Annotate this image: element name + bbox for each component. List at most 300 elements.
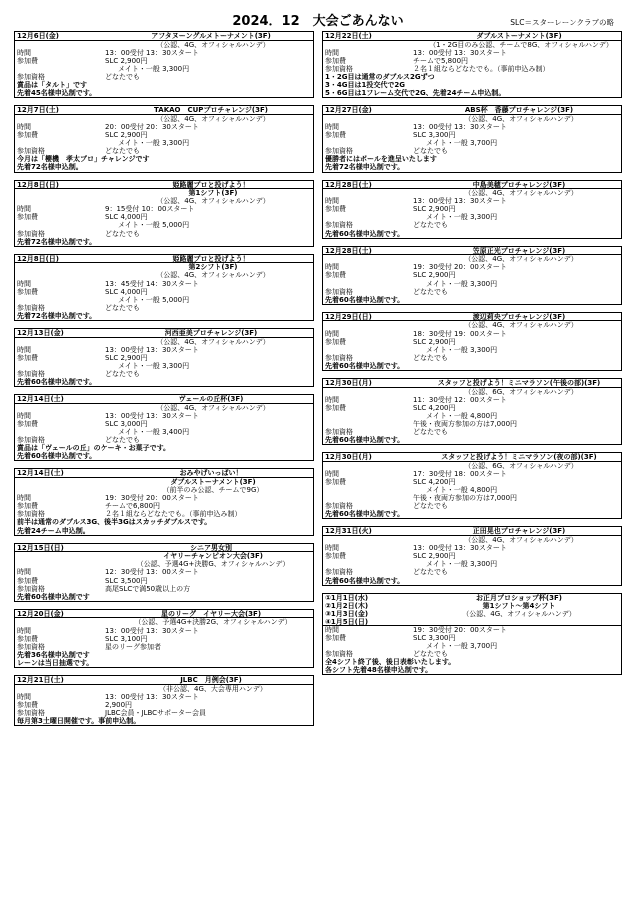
info-label: 時間 [325, 197, 339, 206]
info-label: 参加費 [325, 337, 346, 346]
info-label: 時間 [17, 411, 31, 420]
event-note: 先着60名様申込制です。 [325, 361, 405, 370]
info-row [15, 585, 313, 593]
event-subtitle: （公認、6G、オフィシャルハンデ） [464, 387, 578, 396]
event-header [323, 379, 621, 388]
info-row [323, 420, 621, 428]
info-value: どなたでも [105, 72, 140, 81]
info-row [15, 701, 313, 709]
info-row [15, 65, 313, 73]
event-card-new-year [322, 593, 622, 676]
info-value: メイト・一般 5,000円 [118, 221, 190, 230]
info-row [15, 362, 313, 370]
info-row [323, 221, 621, 229]
event-note: 先着72名様申込制。 [17, 163, 83, 172]
event-note: 先着60名様申込制です。 [325, 510, 405, 519]
event-note: 先着60名様申込制です。 [17, 452, 97, 461]
info-label: 時間 [325, 544, 339, 553]
info-value: ２名１組ならどなたでも。（事前申込み制） [105, 510, 242, 519]
event-date: 12月30日(月) [325, 453, 372, 462]
info-label: 参加資格 [325, 64, 353, 73]
info-row [323, 197, 621, 205]
info-value: チームで6,800円 [105, 502, 161, 511]
info-label: 参加資格 [17, 510, 45, 519]
event-header [323, 106, 621, 115]
info-row [323, 470, 621, 478]
event-name: 河西亜美プロチャレンジ(3F) [164, 329, 258, 337]
info-row [15, 568, 313, 576]
info-value: どなたでも [413, 147, 448, 156]
info-row [15, 412, 313, 420]
info-row [323, 626, 621, 634]
info-label: 参加費 [325, 478, 346, 486]
info-row [323, 560, 621, 568]
info-value: SLC 4,000円 [105, 287, 148, 296]
event-card [322, 312, 622, 371]
info-label: 参加費 [17, 353, 38, 362]
info-row [15, 73, 313, 81]
event-note: 先着60名様申込制です。 [17, 378, 97, 387]
info-label: 時間 [17, 494, 31, 503]
info-row [15, 693, 313, 701]
event-card [14, 543, 314, 602]
event-card [14, 468, 314, 535]
info-row [15, 370, 313, 378]
info-value: 13：00受付 13：30スタート [105, 626, 199, 635]
event-header [323, 313, 621, 322]
event-header [323, 453, 621, 462]
event-name: 中島美穂プロチャレンジ(3F) [472, 180, 566, 189]
event-subtitle: 第1シフト(3F) [188, 189, 238, 198]
event-name: TAKAO CUPプロチャレンジ(3F) [154, 106, 268, 115]
info-label: 参加費 [325, 271, 346, 280]
event-note: 5・6G目は1フレーム交代で2G、先着24チーム申込制。 [325, 89, 506, 98]
info-value: 13：00受付 13：30スタート [105, 411, 199, 420]
info-row [323, 330, 621, 338]
event-note: 先着45名様申込制です。 [17, 89, 97, 98]
info-value: メイト・一般 3,300円 [426, 560, 498, 569]
info-row [15, 139, 313, 147]
info-row [323, 354, 621, 362]
info-value: メイト・一般 4,800円 [426, 411, 498, 420]
info-value: どなたでも [413, 287, 448, 296]
info-value: 高尾SLCで満50歳以上の方 [105, 584, 191, 593]
info-value: 19：30受付 20：00スタート [413, 625, 507, 634]
info-row [15, 635, 313, 643]
event-date: 12月20日(金) [17, 609, 64, 618]
event-date: 12月8日(日) [17, 180, 60, 189]
info-row [323, 139, 621, 147]
info-row [323, 271, 621, 279]
info-label: 参加費 [325, 403, 346, 412]
info-value: 13：00受付 13：30スタート [413, 197, 507, 206]
info-value: どなたでも [413, 502, 448, 511]
info-value: チームで5,800円 [413, 56, 469, 65]
event-header [323, 527, 621, 536]
info-label: 参加費 [17, 56, 38, 65]
info-value: メイト・一般 3,300円 [118, 361, 190, 370]
info-value: どなたでも [105, 436, 140, 445]
event-subtitle: （公認、予選4G+決勝G、オフィシャルハンデ） [136, 560, 290, 569]
event-date: 12月28日(土) [325, 246, 372, 255]
event-name: 星のリーグ イヤリー大会(3F) [160, 609, 262, 618]
info-value: 2,900円 [105, 700, 133, 709]
info-value: どなたでも [413, 428, 448, 437]
info-label: 参加資格 [325, 649, 353, 658]
event-subtitle: （公認、4G、オフィシャルハンデ） [156, 337, 270, 346]
event-note: 今月は「櫻機 孝太プロ」チャレンジです [17, 155, 150, 164]
info-value: メイト・一般 3,300円 [426, 345, 498, 354]
info-value: SLC 2,900円 [413, 271, 456, 280]
event-card [14, 180, 314, 247]
info-label: 参加資格 [17, 642, 45, 651]
info-value: どなたでも [105, 147, 140, 156]
info-value: メイト・一般 3,700円 [426, 139, 498, 148]
info-row [323, 57, 621, 65]
info-label: 参加資格 [325, 147, 353, 156]
event-header [15, 329, 313, 338]
info-label: 時間 [325, 48, 339, 57]
event-header [15, 255, 313, 264]
event-subtitle: （公認、4G、オフィシャルハンデ） [156, 271, 270, 280]
event-note: 先着60名様申込制です。 [325, 576, 405, 585]
info-value: 20：00受付 20：30スタート [105, 122, 199, 131]
info-value: JLBC会員・JLBCサポーター会員 [105, 708, 207, 717]
info-row [15, 436, 313, 444]
info-value: SLC 3,300円 [413, 633, 456, 642]
new-year-date: ③1月3日(金) [325, 609, 369, 618]
info-value: SLC 2,900円 [413, 552, 456, 561]
event-header [15, 469, 313, 478]
info-value: 13：00受付 13：30スタート [413, 122, 507, 131]
info-value: メイト・一般 5,000円 [118, 295, 190, 304]
event-name: おみやげいっぱい！ [179, 469, 243, 478]
event-subtitle: 第2シフト(3F) [188, 263, 238, 272]
info-row [15, 346, 313, 354]
event-note: 先着60名様申込制です。 [325, 436, 405, 445]
info-label: 時間 [325, 469, 339, 478]
info-row [15, 709, 313, 717]
info-label: 参加資格 [325, 428, 353, 437]
info-value: 19：30受付 20：00スタート [413, 263, 507, 272]
event-subtitle: （公認、4G、オフィシャルハンデ） [464, 321, 578, 330]
info-value: 午後・夜両方参加の方は7,000円 [413, 419, 518, 428]
event-date: 12月7日(土) [17, 106, 60, 115]
info-value: 星のリーグ参加者 [105, 642, 161, 651]
event-name: 姫路麗プロと投げよう！ [172, 254, 250, 263]
info-value: どなたでも [413, 649, 448, 658]
event-card [322, 180, 622, 239]
event-subtitle: （公認、4G、オフィシャルハンデ） [464, 536, 578, 545]
event-card [322, 526, 622, 585]
event-note: 全4シフト終了後、後日表彰いたします。 [325, 658, 456, 666]
event-card [14, 609, 314, 668]
info-row [15, 230, 313, 238]
info-row [15, 627, 313, 635]
info-row [15, 123, 313, 131]
info-label: 参加費 [325, 552, 346, 561]
event-name: 渡辺莉央プロチャレンジ(3F) [472, 312, 566, 321]
event-name: スタッフと投げよう！ミニマラソン(夜の部)(3F) [441, 453, 597, 462]
event-date: 12月27日(金) [325, 106, 372, 115]
info-row [323, 650, 621, 658]
info-label: 時間 [17, 48, 31, 57]
event-date: 12月31日(火) [325, 527, 372, 536]
info-label: 参加資格 [17, 584, 45, 593]
right-column [322, 31, 622, 682]
info-label: 時間 [17, 568, 31, 577]
event-date: 12月14日(土) [17, 469, 64, 478]
info-row [15, 510, 313, 518]
event-date: 12月15日(日) [17, 543, 64, 552]
info-row [15, 494, 313, 502]
info-label: 参加資格 [325, 502, 353, 511]
event-card [322, 31, 622, 98]
info-label: 時間 [17, 345, 31, 354]
info-value: SLC 3,300円 [413, 131, 456, 140]
info-label: 参加費 [325, 633, 346, 642]
event-subtitle: （公認、4G、オフィシャルハンデ） [464, 189, 578, 198]
info-row [15, 288, 313, 296]
info-label: 参加資格 [325, 568, 353, 577]
event-header [15, 676, 313, 685]
info-value: メイト・一般 3,300円 [118, 64, 190, 73]
event-name: スタッフと投げよう！ミニマラソン(午後の部)(3F) [437, 378, 601, 387]
info-value: SLC 3,100円 [105, 634, 148, 643]
info-value: 13：00受付 13：30スタート [105, 345, 199, 354]
abbreviation-note: SLC＝スターレーンクラブの略 [510, 18, 614, 27]
info-value: メイト・一般 3,400円 [118, 428, 190, 437]
event-note: 先着60名様申込制です。 [325, 229, 405, 238]
event-note: 1・2G目は通常のダブルス2Gずつ [325, 72, 435, 81]
info-value: どなたでも [105, 229, 140, 238]
info-row [15, 221, 313, 229]
info-row [323, 49, 621, 57]
info-label: 参加費 [17, 634, 38, 643]
event-note: 先着36名様申込制です [17, 650, 90, 659]
info-label: 参加費 [17, 213, 38, 222]
event-name: 正田晃也プロチャレンジ(3F) [472, 527, 566, 536]
info-value: SLC 2,900円 [105, 131, 148, 140]
event-card [322, 105, 622, 172]
event-header [15, 32, 313, 41]
info-label: 時間 [17, 692, 31, 701]
info-row [323, 428, 621, 436]
info-label: 参加資格 [325, 287, 353, 296]
info-value: どなたでも [105, 303, 140, 312]
event-name: 姫路麗プロと投げよう！ [172, 180, 250, 189]
info-value: 13：00受付 13：30スタート [413, 48, 507, 57]
info-value: 13：00受付 13：30スタート [413, 544, 507, 553]
event-subtitle: （公認、予選4G+決勝2G、オフィシャルハンデ） [134, 618, 292, 627]
event-card [14, 328, 314, 387]
info-label: 参加費 [17, 287, 38, 296]
info-row [323, 213, 621, 221]
info-row [323, 65, 621, 73]
info-value: 12：30受付 13：00スタート [105, 568, 199, 577]
info-label: 参加費 [17, 576, 38, 585]
page-title: 2024．12 大会ごあんない [232, 14, 404, 29]
info-label: 時間 [325, 395, 339, 404]
info-value: SLC 4,200円 [413, 478, 456, 486]
new-year-date: ④1月5日(日) [325, 617, 369, 626]
info-row [323, 412, 621, 420]
info-row [15, 57, 313, 65]
event-date: 12月14日(土) [17, 395, 64, 404]
info-value: 13：00受付 13：30スタート [105, 692, 199, 701]
info-row [323, 642, 621, 650]
info-value: メイト・一般 3,300円 [426, 279, 498, 288]
info-row [15, 420, 313, 428]
event-card [322, 378, 622, 445]
info-value: SLC 3,500円 [105, 576, 148, 585]
event-name: ABS杯 香藤プロチャレンジ(3F) [464, 106, 574, 115]
info-row [15, 577, 313, 585]
info-row [15, 280, 313, 288]
info-row [323, 280, 621, 288]
event-card [14, 394, 314, 461]
info-value: メイト・一般 3,300円 [426, 213, 498, 222]
event-header [15, 395, 313, 404]
event-name: ダブルストーナメント(3F) [476, 32, 562, 40]
event-subtitle: （公認、6G、オフィシャルハンデ） [464, 461, 578, 470]
event-shift: 第1シフト～第4シフト [482, 601, 556, 610]
info-value: 11：30受付 12：00スタート [413, 395, 507, 404]
info-value: どなたでも [105, 369, 140, 378]
event-date: 12月29日(日) [325, 312, 372, 321]
new-year-title-block [421, 594, 617, 618]
event-card [14, 105, 314, 172]
event-conditions: （公認、4G、オフィシャルハンデ） [462, 609, 576, 618]
info-label: 時間 [325, 625, 339, 634]
info-label: 参加資格 [17, 303, 45, 312]
event-date: 12月28日(土) [325, 180, 372, 189]
event-note: 先着72名様申込制です。 [325, 163, 405, 172]
info-label: 参加費 [17, 131, 38, 140]
info-row [323, 288, 621, 296]
info-row [15, 354, 313, 362]
info-value: メイト・一般 3,700円 [426, 641, 498, 650]
info-row [323, 494, 621, 502]
info-row [15, 304, 313, 312]
info-value: メイト・一般 4,800円 [426, 486, 498, 495]
event-note: 各シフト先着48名様申込制です。 [325, 666, 433, 675]
event-subtitle: （公認、4G、オフィシャルハンデ） [464, 114, 578, 123]
info-label: 参加資格 [325, 221, 353, 230]
info-row [323, 123, 621, 131]
event-date: 12月21日(土) [17, 675, 64, 684]
info-label: 参加費 [17, 700, 38, 709]
left-column [14, 31, 314, 733]
info-value: SLC 2,900円 [413, 337, 456, 346]
event-note: レーンは当日抽選です。 [17, 658, 94, 667]
info-row [323, 346, 621, 354]
info-value: 13：45受付 14：30スタート [105, 279, 199, 288]
info-row [323, 263, 621, 271]
event-name: シニア男女別 [190, 543, 232, 552]
event-note: 先着72名様申込制です。 [17, 237, 97, 246]
info-row [323, 131, 621, 139]
info-label: 時間 [325, 122, 339, 131]
event-subtitle: （公認、4G、オフィシャルハンデ） [156, 40, 270, 49]
event-subtitle: （非公認、4G、大会専用ハンデ） [159, 684, 267, 693]
info-value: SLC 4,000円 [105, 213, 148, 222]
event-card [322, 246, 622, 305]
info-label: 参加費 [17, 502, 38, 511]
event-name: アフタヌーングルメトーナメント(3F) [151, 32, 271, 40]
info-label: 参加資格 [17, 72, 45, 81]
info-value: SLC 2,900円 [413, 205, 456, 214]
info-row [323, 502, 621, 510]
info-row [15, 131, 313, 139]
new-year-header [323, 594, 621, 626]
info-value: 17：30受付 18：00スタート [413, 469, 507, 478]
info-value: 18：30受付 19：00スタート [413, 329, 507, 338]
info-value: ２名１組ならどなたでも。（事前申込み制） [413, 64, 550, 73]
event-name: JLBC 月例会(3F) [180, 675, 242, 684]
event-header [15, 181, 313, 190]
info-label: 時間 [17, 122, 31, 131]
info-value: SLC 4,200円 [413, 403, 456, 412]
event-note: 毎月第3土曜日開催です。事前申込制。 [17, 716, 141, 725]
event-subtitle: （公認、4G、オフィシャルハンデ） [156, 114, 270, 123]
info-label: 参加資格 [17, 147, 45, 156]
event-header [323, 247, 621, 256]
info-label: 参加資格 [17, 369, 45, 378]
event-subtitle: （公認、4G、オフィシャルハンデ） [156, 197, 270, 206]
info-label: 時間 [17, 205, 31, 214]
info-label: 参加費 [325, 56, 346, 65]
info-label: 参加費 [17, 419, 38, 428]
event-subtitle: （公認、4G、オフィシャルハンデ） [464, 255, 578, 264]
info-value: メイト・一般 3,300円 [118, 139, 190, 148]
info-label: 時間 [325, 329, 339, 338]
info-label: 時間 [17, 626, 31, 635]
info-row [15, 296, 313, 304]
info-value: SLC 3,000円 [105, 419, 148, 428]
new-year-body [323, 626, 621, 675]
event-note: 優勝者にはボールを進呈いたします [325, 155, 437, 164]
info-row [15, 428, 313, 436]
event-date: 12月8日(日) [17, 254, 60, 263]
event-note: 先着72名様申込制です。 [17, 311, 97, 320]
info-row [323, 404, 621, 412]
event-date: 12月22日(土) [325, 32, 372, 40]
info-label: 時間 [325, 263, 339, 272]
info-label: 参加資格 [17, 229, 45, 238]
event-header [15, 610, 313, 619]
event-header [15, 544, 313, 553]
info-row [323, 338, 621, 346]
event-note: 前半は通常のダブルス3G、後半3Gはスカッチダブルスです。 [17, 518, 212, 527]
info-value: 13：00受付 13：30スタート [105, 48, 199, 57]
event-name: 笠原正光プロチャレンジ(3F) [472, 246, 566, 255]
info-label: 参加資格 [17, 708, 45, 717]
info-value: どなたでも [413, 221, 448, 230]
info-label: 参加費 [325, 131, 346, 140]
event-name: ヴェールの丘杯(3F) [178, 395, 244, 404]
info-value: 午後・夜両方参加の方は7,000円 [413, 494, 518, 503]
event-header [323, 32, 621, 41]
info-value: SLC 2,900円 [105, 353, 148, 362]
info-row [15, 49, 313, 57]
event-header [15, 106, 313, 115]
event-note: 先着24チーム申込制。 [17, 526, 90, 535]
info-row [15, 205, 313, 213]
info-value: 19：30受付 20：00スタート [105, 494, 199, 503]
info-value: どなたでも [413, 568, 448, 577]
info-value: SLC 2,900円 [105, 56, 148, 65]
